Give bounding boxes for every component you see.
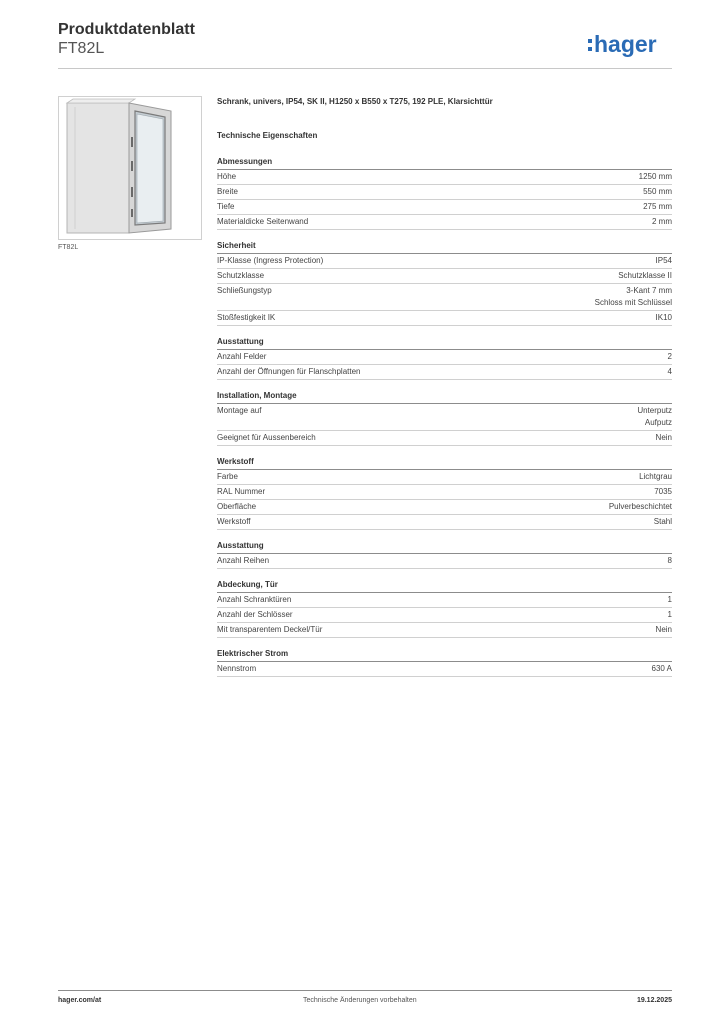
property-value-line: 1 <box>667 610 672 619</box>
property-value-line: Schloss mit Schlüssel <box>594 298 672 307</box>
property-row <box>217 608 672 623</box>
property-row <box>217 254 672 269</box>
property-row <box>217 470 672 485</box>
property-value-line: 1250 mm <box>638 172 672 181</box>
property-value <box>652 216 672 228</box>
property-section <box>217 648 672 677</box>
product-details <box>217 96 672 677</box>
property-label: Schutzklasse <box>217 271 265 280</box>
property-value-line: 3-Kant 7 mm <box>626 286 672 295</box>
property-row <box>217 485 672 500</box>
property-row <box>217 593 672 608</box>
property-value <box>654 486 672 498</box>
property-label: Tiefe <box>217 202 235 211</box>
property-row <box>217 515 672 530</box>
property-label: Montage auf <box>217 406 262 415</box>
property-label: RAL Nummer <box>217 487 266 496</box>
property-label: Höhe <box>217 172 237 181</box>
property-label: Farbe <box>217 472 238 481</box>
property-section <box>217 240 672 326</box>
property-value-line: Pulverbeschichtet <box>608 502 672 511</box>
section-title: Installation, Montage <box>217 390 672 404</box>
section-title: Ausstattung <box>217 336 672 350</box>
property-label: Anzahl Reihen <box>217 556 270 565</box>
property-value-line: 275 mm <box>643 202 672 211</box>
property-label: IP-Klasse (Ingress Protection) <box>217 256 324 265</box>
property-label: Anzahl der Schlösser <box>217 610 293 619</box>
property-value <box>668 351 672 363</box>
property-value <box>637 405 672 429</box>
property-row <box>217 623 672 638</box>
property-value-line: IP54 <box>655 256 672 265</box>
property-row <box>217 662 672 677</box>
property-value <box>668 555 672 567</box>
property-label: Nennstrom <box>217 664 257 673</box>
property-value <box>618 270 672 282</box>
property-value-line: 4 <box>667 367 672 376</box>
section-title: Elektrischer Strom <box>217 648 672 662</box>
property-label: Geeignet für Aussenbereich <box>217 433 316 442</box>
property-row <box>217 500 672 515</box>
property-value <box>656 432 672 444</box>
property-value <box>643 201 672 213</box>
product-description: Schrank, univers, IP54, SK II, H1250 x B550 x T275, 192 PLE, Klarsichttür <box>217 97 493 106</box>
footer-website: hager.com/at <box>58 997 102 1004</box>
property-value-line: Unterputz <box>637 406 672 415</box>
page-header <box>58 20 672 68</box>
property-row <box>217 404 672 431</box>
section-title: Abmessungen <box>217 156 672 170</box>
property-section <box>217 579 672 638</box>
property-label: Anzahl Felder <box>217 352 267 361</box>
header-divider <box>58 68 672 69</box>
cabinet-illustration <box>59 97 201 239</box>
section-title: Sicherheit <box>217 240 672 254</box>
article-number: FT82L <box>58 40 105 57</box>
section-title: Werkstoff <box>217 456 672 470</box>
hager-logo <box>588 28 672 58</box>
property-label: Anzahl Schranktüren <box>217 595 292 604</box>
property-section <box>217 456 672 530</box>
property-section <box>217 390 672 446</box>
property-label: Stoßfestigkeit IK <box>217 313 276 322</box>
technical-properties-heading: Technische Eigenschaften <box>217 131 318 140</box>
property-label: Schließungstyp <box>217 286 272 295</box>
property-value <box>595 285 672 309</box>
property-label: Anzahl der Öffnungen für Flanschplatten <box>217 367 361 376</box>
document-title: Produktdatenblatt <box>58 21 195 38</box>
property-label: Oberfläche <box>217 502 257 511</box>
property-value-line: Schutzklasse II <box>618 271 672 280</box>
properties-sections <box>217 156 672 677</box>
property-row <box>217 554 672 569</box>
logo-text: hager <box>594 31 657 57</box>
property-row <box>217 215 672 230</box>
property-value-line: Aufputz <box>644 418 672 427</box>
property-row <box>217 185 672 200</box>
property-value-line: 8 <box>667 556 672 565</box>
property-row <box>217 170 672 185</box>
property-value-line: IK10 <box>655 313 672 322</box>
property-label: Materialdicke Seitenwand <box>217 217 309 226</box>
property-value-line: Nein <box>655 625 672 634</box>
property-value <box>654 516 672 528</box>
property-row <box>217 350 672 365</box>
property-row <box>217 200 672 215</box>
property-value <box>656 624 672 636</box>
property-value <box>668 366 672 378</box>
footer-divider <box>58 990 672 991</box>
product-image <box>58 96 202 240</box>
property-row <box>217 365 672 380</box>
footer-note: Technische Änderungen vorbehalten <box>303 997 417 1004</box>
property-value-line: 2 <box>667 352 672 361</box>
property-value <box>668 609 672 621</box>
property-value <box>652 663 672 675</box>
property-section <box>217 336 672 380</box>
property-value-line: 1 <box>667 595 672 604</box>
section-title: Abdeckung, Tür <box>217 579 672 593</box>
property-row <box>217 311 672 326</box>
property-value-line: Lichtgrau <box>639 472 672 481</box>
footer-date: 19.12.2025 <box>636 997 672 1004</box>
property-label: Mit transparentem Deckel/Tür <box>217 625 323 634</box>
property-section <box>217 156 672 230</box>
property-label: Breite <box>217 187 238 196</box>
property-value-line: Nein <box>655 433 672 442</box>
property-label: Werkstoff <box>217 517 251 526</box>
property-value-line: Stahl <box>653 517 672 526</box>
property-row <box>217 284 672 311</box>
property-value <box>639 471 672 483</box>
property-value <box>639 171 672 183</box>
property-value <box>643 186 672 198</box>
property-value <box>668 594 672 606</box>
property-value-line: 7035 <box>654 487 672 496</box>
property-value <box>609 501 672 513</box>
section-title: Ausstattung <box>217 540 672 554</box>
property-section <box>217 540 672 569</box>
property-value <box>656 312 672 324</box>
property-row <box>217 269 672 284</box>
property-value-line: 2 mm <box>652 217 672 226</box>
property-value <box>656 255 672 267</box>
property-row <box>217 431 672 446</box>
property-value-line: 550 mm <box>643 187 672 196</box>
image-caption: FT82L <box>58 244 79 251</box>
property-value-line: 630 A <box>651 664 672 673</box>
